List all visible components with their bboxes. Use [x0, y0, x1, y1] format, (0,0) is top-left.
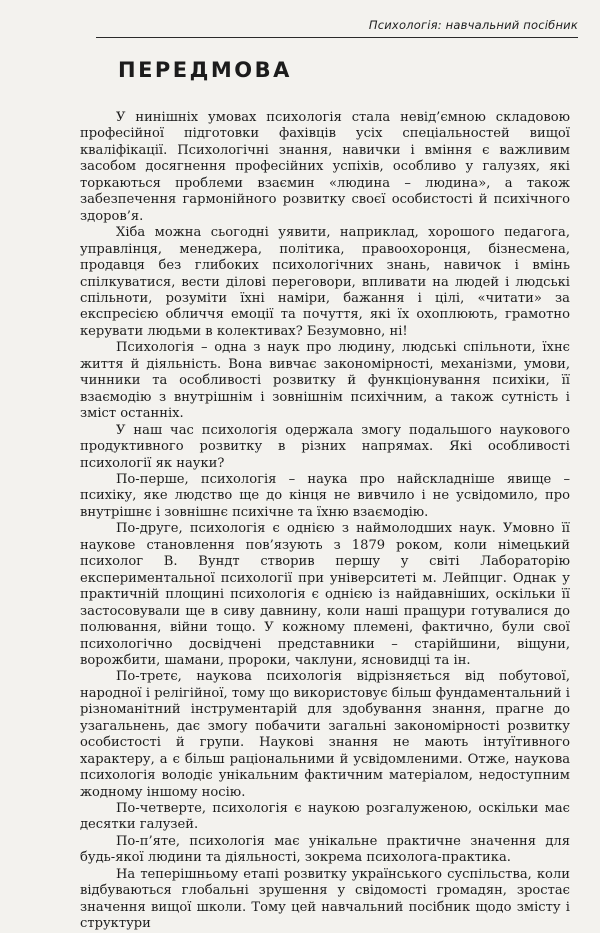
page-title: ПЕРЕДМОВА [118, 58, 292, 82]
paragraph-1: У нинішніх умовах психологія стала невід’ємною складовою професійної підготовки фахівців усіх спеціальностей вищої кваліфікації. Психологічні знання, навички і вміння є важливим засобом досягнення професійних успіхів, особливо у галузях, які торкаються проблеми взаємин «людина – людина», а також забезпечення гармонійного розвитку своєї особистості й психічного здоров’я. [80, 110, 570, 224]
paragraph-8: По-четверте, психологія є наукою розгалуженою, оскільки має десятки галузей. [80, 801, 570, 833]
paragraph-6: По-друге, психологія є однією з наймолодших наук. Умовно її наукове становлення пов’язують з 1879 роком, коли німецький психолог В. Вундт створив першу у світі Лабораторію експериментальної психології при університеті м. Лейпциг. Однак у практичній площині психологія є однією із найдавніших, оскільки її застосовували ще в сиву давнину, коли наші пращури готувалися до полювання, війни тощо. У кожному племені, фактично, були свої психологічно досвідчені представники – старійшини, віщуни, ворожбити, шамани, пророки, чаклуни, ясновидці та ін. [80, 521, 570, 668]
paragraph-9: По-п’яте, психологія має унікальне практичне значення для будь-якої людини та діяльності, зокрема психолога-практика. [80, 833, 570, 866]
paragraph-3: Психологія – одна з наук про людину, людські спільноти, їхнє життя й діяльність. Вона вивчає закономірності, механізми, умови, чинники та особливості розвитку й функціонування психіки, її взаємодію з внутрішнім і зовнішнім психічним, а також сутність і зміст останніх. [80, 340, 570, 422]
paragraph-4: У наш час психологія одержала змогу подальшого наукового продуктивного розвитку в різних напрямах. Які особливості психології як науки? [80, 422, 570, 471]
running-head: Психологія: навчальний посібник [96, 18, 578, 38]
body-text [80, 110, 570, 933]
paragraph-10: На теперішньому етапі розвитку українського суспільства, коли відбуваються глобальні зрушення у свідомості громадян, зростає значення вищої школи. Тому цей навчальний посібник щодо змісту і структури [80, 866, 570, 932]
paragraph-5: По-перше, психологія – наука про найскладніше явище – психіку, яке людство ще до кінця не вивчило і не усвідомило, про внутрішнє і зовнішнє психічне та їхню взаємодію. [80, 471, 570, 520]
paragraph-7: По-третє, наукова психологія відрізняється від побутової, народної і релігійної, тому що використовує більш фундаментальний і різноманітний інструментарій для здобування знання, прагне до узагальнень, дає змогу побачити загальні закономірності розвитку особистості й групи. Наукові знання не мають інтуїтивного характеру, а є більш раціональними й усвідомленими. Отже, наукова психологія володіє унікальним фактичним матеріалом, недоступним жодному іншому носію. [80, 669, 570, 800]
paragraph-2: Хіба можна сьогодні уявити, наприклад, хорошого педагога, управлінця, менеджера, політика, правоохоронця, бізнесмена, продавця без глибоких психологічних знань, навичок і вмінь спілкуватися, вести ділові переговори, впливати на людей і людські спільноти, розуміти їхні наміри, бажання і цілі, «читати» за експресією обличчя емоції та почуття, які їх охоплюють, грамотно керувати людьми в колективах? Безумовно, ні! [80, 225, 570, 339]
